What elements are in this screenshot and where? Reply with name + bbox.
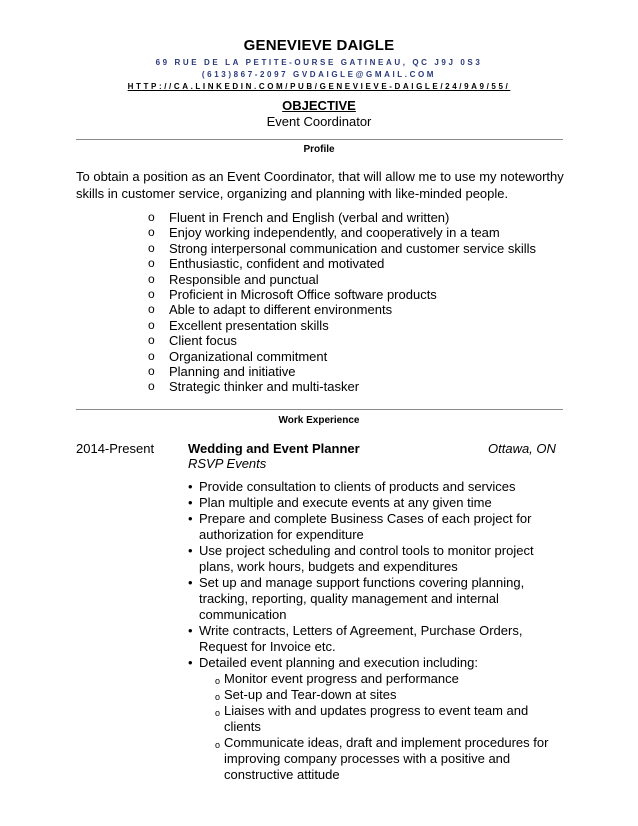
list-item [215,671,568,687]
bullet-icon: • [188,655,193,670]
event-planning-sublist [199,671,568,783]
skill-text: Organizational commitment [169,348,328,364]
skill-text: Fluent in French and English (verbal and written) [169,210,450,225]
circle-bullet-icon: o [148,348,155,363]
bullet-icon: • [188,543,193,558]
list-item [148,349,536,364]
profile-heading: Profile [303,144,335,155]
job-company: RSVP Events [188,456,267,471]
list-item [148,318,536,333]
list-item [188,575,568,623]
circle-bullet-icon: o [148,240,155,255]
skill-text: Strong interpersonal communication and customer service skills [169,240,537,256]
duty-text: Write contracts, Letters of Agreement, Purchase Orders, Request for Invoice etc. [199,623,523,654]
skill-text: Responsible and punctual [169,271,319,287]
job-role: Wedding and Event Planner [188,441,360,456]
skill-text: Planning and initiative [169,363,296,379]
list-item [188,479,568,495]
duty-text: Set up and manage support functions covering planning, tracking, reporting, quality management and internal communication [199,575,525,622]
circle-bullet-icon: o [215,676,221,686]
job-duties-list [188,479,568,783]
bullet-icon: • [188,511,193,526]
sub-duty-text: Set-up and Tear-down at sites [224,687,397,702]
list-item [215,703,568,735]
skill-text: Strategic thinker and multi-tasker [169,379,360,395]
objective-heading: OBJECTIVE [282,98,356,113]
list-item [148,379,536,394]
contact-line: (613)867-2097 GVDAIGLE@GMAIL.COM [201,70,437,79]
circle-bullet-icon: o [148,256,155,271]
circle-bullet-icon: o [148,317,155,332]
list-item [188,511,568,543]
linkedin-link[interactable]: HTTP://CA.LINKEDIN.COM/PUB/GENEVIEVE-DAIGLE/24/9A9/55/ [127,82,511,91]
divider [76,139,563,140]
list-item [148,241,536,256]
skill-text: Enthusiastic, confident and motivated [169,256,385,272]
bullet-icon: • [188,495,193,510]
list-item [215,735,568,783]
list-item [188,655,568,783]
list-item [188,623,568,655]
circle-bullet-icon: o [148,271,155,286]
circle-bullet-icon: o [148,225,155,240]
list-item [148,364,536,379]
list-item [188,543,568,575]
list-item [148,287,536,302]
job-dates: 2014-Present [76,441,155,456]
candidate-name: GENEVIEVE DAIGLE [243,37,395,54]
sub-duty-text: Communicate ideas, draft and implement procedures for improving company processes with a positive and constructive attitude [224,735,549,782]
list-item [148,256,536,271]
duty-text: Plan multiple and execute events at any given time [199,495,492,510]
list-item [148,302,536,317]
objective-title: Event Coordinator [266,114,372,129]
list-item [215,687,568,703]
skill-text: Client focus [169,333,237,349]
divider [76,409,563,410]
skill-text: Proficient in Microsoft Office software products [169,286,437,302]
circle-bullet-icon: o [148,379,155,394]
list-item [148,225,536,240]
skill-text: Able to adapt to different environments [169,302,393,318]
circle-bullet-icon: o [148,210,155,224]
circle-bullet-icon: o [148,363,155,378]
list-item [148,333,536,348]
job-location: Ottawa, ON [488,441,556,456]
address-line: 69 RUE DE LA PETITE-OURSE GATINEAU, QC J9J 0S3 [155,58,483,67]
profile-paragraph: To obtain a position as an Event Coordinator, that will allow me to use my noteworthy skills in customer service, organizing and planning with like-minded people. [76,169,564,201]
bullet-icon: • [188,479,193,494]
circle-bullet-icon: o [148,286,155,301]
duty-text: Use project scheduling and control tools to monitor project plans, work hours, budgets and expenditures [199,543,534,574]
circle-bullet-icon: o [148,302,155,317]
circle-bullet-icon: o [215,692,221,702]
circle-bullet-icon: o [148,333,155,348]
bullet-icon: • [188,575,193,590]
list-item [148,272,536,287]
bullet-icon: • [188,623,193,638]
sub-duty-text: Monitor event progress and performance [224,671,459,686]
skill-text: Enjoy working independently, and cooperatively in a team [169,225,500,241]
circle-bullet-icon: o [215,708,221,718]
circle-bullet-icon: o [215,740,221,750]
profile-skills-list [148,210,536,395]
skill-text: Excellent presentation skills [169,317,329,333]
sub-duty-text: Liaises with and updates progress to event team and clients [224,703,529,734]
list-item [148,210,536,225]
duty-text: Detailed event planning and execution including: [199,655,478,670]
list-item [188,495,568,511]
duty-text: Provide consultation to clients of products and services [199,479,516,494]
duty-text: Prepare and complete Business Cases of each project for authorization for expenditure [199,511,532,542]
work-experience-heading: Work Experience [278,415,360,426]
